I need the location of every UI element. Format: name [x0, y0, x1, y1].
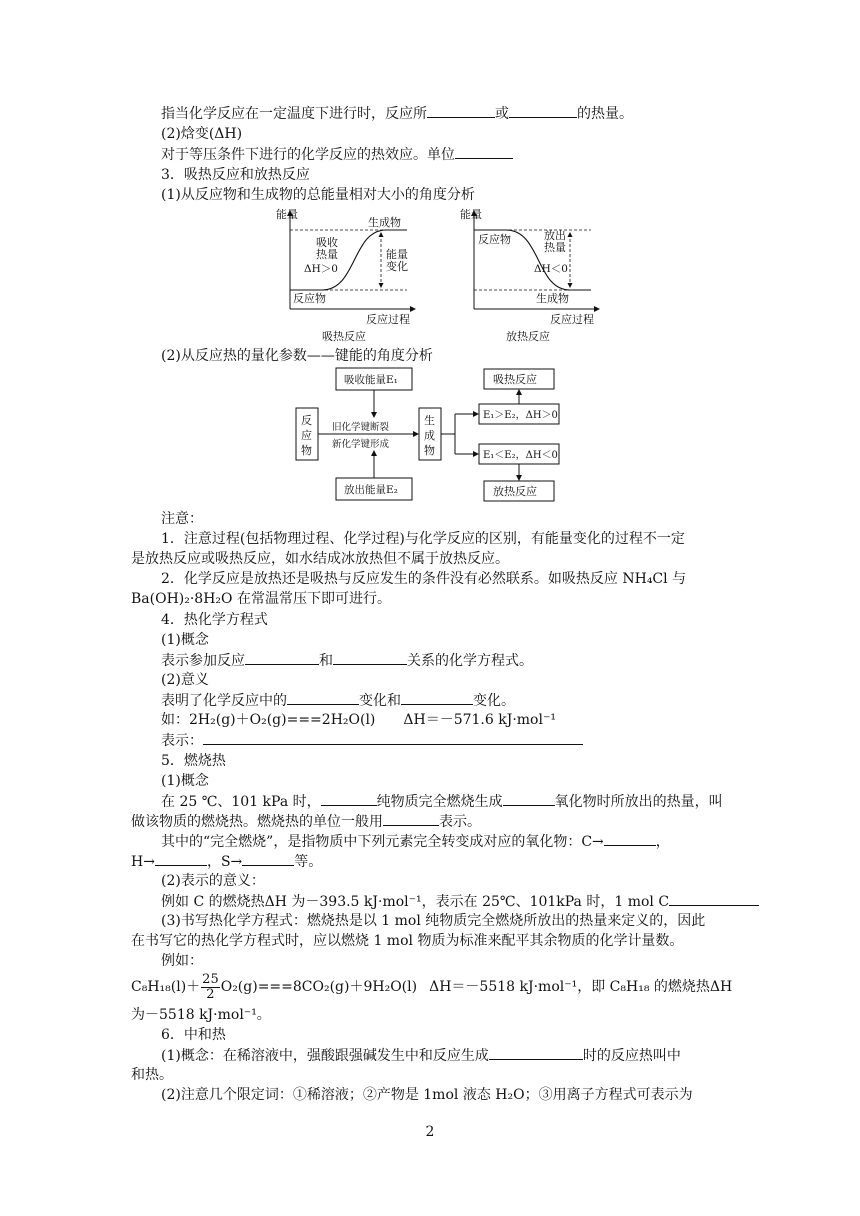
product-char: 成 — [424, 429, 435, 442]
fill-blank — [321, 792, 377, 806]
y-axis-label: 能量 — [460, 208, 482, 221]
product-label: 生成物 — [368, 216, 401, 229]
fill-blank — [401, 691, 473, 705]
section-heading: 5．燃烧热 — [161, 753, 226, 769]
absorb-label-2: 热量 — [316, 248, 338, 261]
fill-blank — [427, 104, 495, 118]
page-number: 2 — [425, 1124, 435, 1140]
energy-change-label-1: 能量 — [386, 248, 408, 261]
text-line — [0, 125, 860, 143]
fill-blank — [287, 691, 359, 705]
bond-break-label: 旧化学键断裂 — [332, 422, 390, 433]
text-span: 表示。 — [439, 814, 481, 830]
text-line — [0, 671, 860, 689]
fill-blank — [509, 104, 577, 118]
fill-blank — [455, 145, 513, 159]
subheading: (1)从反应物和生成物的总能量相对大小的角度分析 — [161, 187, 475, 203]
text-span: Ba(OH)₂·8H₂O 在常温常压下即可进行。 — [131, 591, 391, 607]
delta-h-label: ΔH＞0 — [304, 263, 338, 275]
text-line — [0, 570, 860, 588]
text-span: 表明了化学反应中的 — [161, 693, 287, 709]
text-span: 2．化学反应是放热还是吸热与反应发生的条件没有必然联系。如吸热反应 NH₄Cl 与 — [161, 571, 687, 587]
text-line — [0, 691, 860, 710]
reactant-label: 反应物 — [478, 233, 511, 246]
text-span: ，S→ — [206, 854, 243, 870]
subheading: (1)概念 — [161, 632, 209, 648]
release-label-2: 热量 — [544, 241, 566, 254]
product-char: 生 — [424, 414, 435, 427]
x-axis-label: 反应过程 — [366, 313, 410, 326]
subheading: (2)表示的意义： — [161, 873, 265, 889]
fraction-denominator: 2 — [206, 986, 215, 1002]
diagram-caption: 吸热反应 — [322, 330, 366, 343]
text-span: 等。 — [294, 854, 323, 870]
text-span: 在 25 ℃、101 kPa 时， — [161, 794, 321, 810]
text-span: 注意： — [161, 511, 203, 527]
fraction — [201, 973, 220, 1002]
release-label-1: 放出 — [544, 229, 566, 242]
endothermic-energy-diagram — [276, 206, 442, 346]
subheading: (2)意义 — [161, 672, 209, 688]
exothermic-energy-diagram — [460, 206, 626, 346]
text-span: 的热量。 — [577, 106, 633, 122]
equation: C₈H₁₈(l)＋ — [131, 979, 201, 995]
fill-blank — [242, 852, 294, 866]
diagram-caption: 放热反应 — [506, 330, 550, 343]
text-line — [0, 1006, 860, 1024]
subheading: (2)从反应热的量化参数——键能的角度分析 — [161, 348, 433, 364]
text-span: (1)概念：在稀溶液中，强酸跟强碱发生中和反应生成 — [161, 1048, 489, 1064]
text-line — [0, 932, 860, 950]
text-span: 指当化学反应在一定温度下进行时，反应所 — [161, 106, 427, 122]
text-span: 纯物质完全燃烧生成 — [376, 794, 503, 810]
text-line — [0, 832, 860, 851]
fill-blank — [203, 731, 583, 745]
text-line — [0, 1026, 860, 1044]
equation-line — [0, 970, 860, 1004]
text-span: 表示： — [161, 733, 203, 749]
text-span: 时的反应热叫中 — [582, 1048, 681, 1064]
fill-blank — [669, 892, 759, 906]
text-span: 是放热反应或吸热反应，如水结成冰放热但不属于放热反应。 — [131, 551, 509, 567]
text-span: H→ — [131, 854, 155, 870]
text-span: ΔH＝－5518 kJ·mol⁻¹，即 C₈H₁₈ 的燃烧热ΔH — [429, 979, 733, 995]
absorb-label-1: 吸收 — [316, 236, 338, 249]
bond-form-label: 新化学键形成 — [332, 439, 390, 450]
text-span: 变化。 — [473, 693, 515, 709]
text-line — [0, 1086, 860, 1104]
text-span: 其中的“完全燃烧”，是指物质中下列元素完全转变成对应的氧化物：C→ — [161, 834, 604, 850]
text-span: 1．注意过程(包括物理过程、化学过程)与化学反应的区别，有能量变化的过程不一定 — [161, 531, 685, 547]
text-line — [0, 166, 860, 184]
text-span: 例如： — [161, 953, 203, 969]
text-line — [0, 186, 860, 204]
fill-blank — [503, 792, 555, 806]
release-energy-label: 放出能量E₂ — [344, 484, 398, 496]
reactant-char: 反 — [301, 414, 312, 427]
subheading: (2)焓变(ΔH) — [161, 126, 243, 142]
reactant-label: 反应物 — [293, 292, 326, 305]
text-span: 和 — [319, 653, 333, 669]
text-line — [0, 530, 860, 548]
text-line — [0, 912, 860, 930]
equation: 如：2H₂(g)＋O₂(g)===2H₂O(l) — [161, 712, 376, 728]
exothermic-label: 放热反应 — [493, 485, 537, 498]
bond-energy-flow-diagram — [292, 366, 572, 506]
text-span: (3)书写热化学方程式：燃烧热是以 1 mol 纯物质完全燃烧所放出的热量来定义的，因此 — [161, 913, 706, 929]
text-line — [0, 550, 860, 568]
subheading: (1)概念 — [161, 773, 209, 789]
text-line — [0, 892, 860, 911]
fill-blank — [489, 1046, 583, 1060]
text-line — [0, 852, 860, 871]
text-line — [0, 752, 860, 770]
fill-blank — [604, 832, 656, 846]
text-span: 例如 C 的燃烧热ΔH 为－393.5 kJ·mol⁻¹，表示在 25℃、101kPa 时，1 mol C — [161, 894, 670, 910]
exo-condition-label: E₁＜E₂，ΔH＜0 — [483, 450, 558, 461]
text-line — [0, 772, 860, 790]
reactant-char: 应 — [301, 429, 312, 442]
text-line — [0, 631, 860, 649]
x-axis-label: 反应过程 — [550, 313, 594, 326]
text-span: 和热。 — [131, 1067, 173, 1083]
text-line — [0, 104, 860, 123]
text-span: ， — [655, 834, 670, 850]
text-line — [0, 611, 860, 629]
fill-blank — [383, 812, 439, 826]
fraction-numerator: 25 — [202, 971, 219, 987]
endo-condition-label: E₁＞E₂，ΔH＞0 — [483, 410, 558, 421]
text-line — [0, 872, 860, 890]
section-heading: 4．热化学方程式 — [161, 612, 268, 628]
equation: O₂(g)===8CO₂(g)＋9H₂O(l) — [220, 979, 418, 995]
text-line — [0, 812, 860, 831]
text-span: 变化和 — [359, 693, 401, 709]
text-line — [0, 590, 860, 608]
text-line — [0, 952, 860, 970]
text-line — [0, 1066, 860, 1084]
reactant-char: 物 — [301, 444, 312, 457]
absorb-energy-label: 吸收能量E₁ — [344, 374, 398, 386]
product-label: 生成物 — [536, 292, 569, 305]
y-axis-label: 能量 — [276, 208, 298, 221]
text-line — [0, 792, 860, 811]
fill-blank — [155, 852, 207, 866]
endothermic-label: 吸热反应 — [493, 373, 537, 386]
equation: ΔH＝－571.6 kJ·mol⁻¹ — [403, 712, 556, 728]
energy-change-label-2: 变化 — [386, 260, 408, 273]
text-line — [0, 145, 860, 164]
text-span: 做该物质的燃烧热。燃烧热的单位一般用 — [131, 814, 383, 830]
text-span: 氧化物时所放出的热量，叫 — [554, 794, 723, 810]
delta-h-label: ΔH＜0 — [534, 263, 568, 275]
fill-blank — [333, 651, 407, 665]
text-span: 关系的化学方程式。 — [407, 653, 533, 669]
text-line — [0, 651, 860, 670]
text-span: (2)注意几个限定词：①稀溶液；②产物是 1mol 液态 H₂O；③用离子方程式可表示为 — [161, 1087, 693, 1103]
text-line — [0, 711, 860, 729]
text-span: 在书写它的热化学方程式时，应以燃烧 1 mol 物质为标准来配平其余物质的化学计量数。 — [131, 933, 684, 949]
section-heading: 6．中和热 — [161, 1027, 226, 1043]
text-line — [0, 510, 860, 528]
text-span: 对于等压条件下进行的化学反应的热效应。单位 — [161, 147, 455, 163]
text-line — [0, 347, 860, 365]
text-line — [0, 1046, 860, 1065]
text-span: 或 — [495, 106, 509, 122]
text-span: 为－5518 kJ·mol⁻¹。 — [131, 1007, 271, 1023]
section-heading: 3．吸热反应和放热反应 — [161, 167, 310, 183]
text-span: 表示参加反应 — [161, 653, 245, 669]
product-char: 物 — [424, 444, 435, 457]
fill-blank — [245, 651, 319, 665]
text-line — [0, 731, 860, 750]
